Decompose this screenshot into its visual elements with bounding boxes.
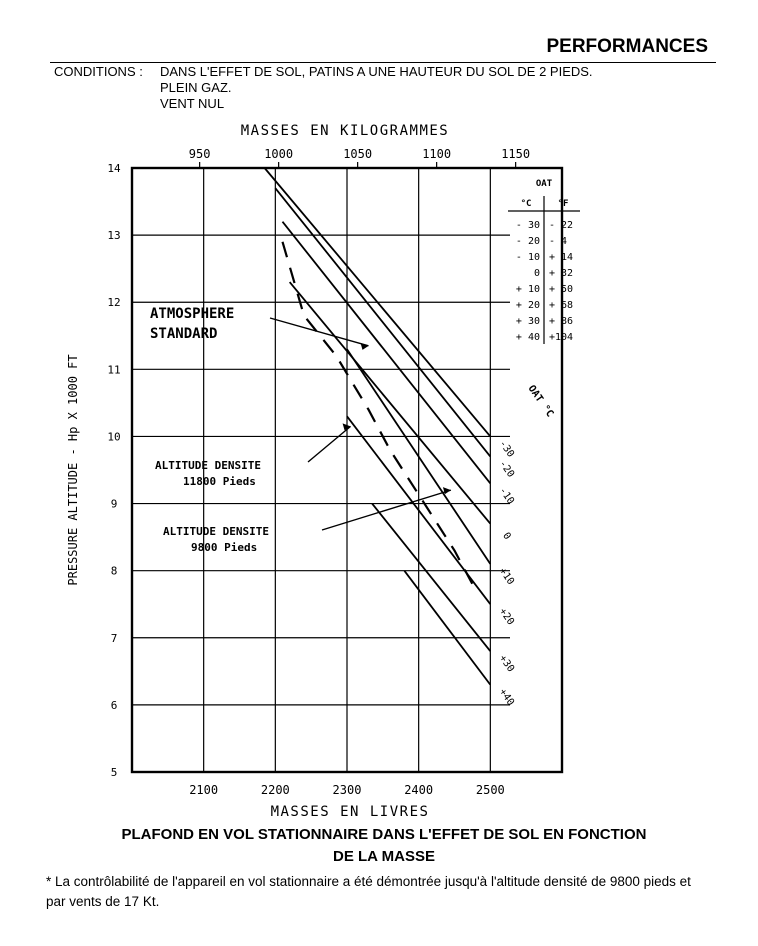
oat-cell-c: + 10 [515, 284, 540, 295]
condition-line: VENT NUL [160, 96, 225, 111]
x-tick-label: 2400 [404, 783, 434, 797]
oat-line-label: +30 [496, 653, 517, 675]
oat-line-label: +20 [496, 606, 517, 628]
top-tick-label: 1100 [422, 147, 452, 161]
oat-col-f-header: °F [557, 199, 569, 209]
oat-cell-c: 0 [533, 268, 540, 279]
footnote: * La contrôlabilité de l'appareil en vol stationnaire a été démontrée jusqu'à l'altitude densité de 9800 pieds et par vents de 17 Kt. [46, 874, 691, 909]
oat-cell-f: + 14 [549, 252, 574, 263]
annotation-label: STANDARD [150, 326, 218, 342]
oat-line-label: -10 [496, 485, 517, 507]
x-tick-label: 2100 [189, 783, 219, 797]
oat-cell-c: - 20 [515, 236, 540, 247]
top-tick-label: 950 [188, 147, 211, 161]
caption-line: DE LA MASSE [333, 848, 435, 865]
oat-cell-c: - 10 [515, 252, 540, 263]
top-tick-label: 1150 [501, 147, 531, 161]
y-tick-label: 10 [107, 430, 121, 444]
y-tick-label: 7 [110, 631, 118, 645]
annotation-label: ATMOSPHERE [150, 306, 235, 322]
oat-line-label: +10 [496, 565, 517, 588]
annotation-label: 9800 Pieds [191, 541, 258, 554]
annotation-label: ALTITUDE DENSITE [155, 459, 261, 472]
oat-col-c-header: °C [520, 199, 532, 209]
x-axis-title: MASSES EN LIVRES [270, 804, 430, 820]
condition-line: PLEIN GAZ. [160, 80, 232, 95]
top-axis-title: MASSES EN KILOGRAMMES [240, 123, 450, 139]
oat-cell-c: + 40 [515, 332, 540, 343]
conditions-label: CONDITIONS : [54, 64, 143, 79]
y-axis-title: PRESSURE ALTITUDE - Hp X 1000 FT [66, 354, 80, 586]
annotation-leader [322, 490, 451, 530]
oat-cell-c: + 20 [515, 300, 540, 311]
hover-ceiling-chart [0, 110, 758, 824]
annotation-arrowhead [443, 487, 451, 494]
top-tick-label: 1000 [264, 147, 294, 161]
y-tick-label: 5 [110, 766, 118, 779]
annotation-leader [270, 318, 369, 346]
top-tick-label: 1050 [343, 147, 373, 161]
y-tick-label: 14 [107, 162, 121, 175]
oat-cell-f: +104 [549, 332, 574, 343]
chart-caption [0, 824, 758, 868]
oat-cell-f: + 50 [549, 284, 574, 295]
page-title: PERFORMANCES [546, 36, 708, 57]
oat-line-label: +40 [496, 686, 517, 708]
x-tick-label: 2200 [260, 783, 290, 797]
annotation-arrowhead [361, 343, 369, 350]
oat-cell-f: + 68 [549, 300, 574, 311]
annotation-leader [308, 426, 351, 462]
caption-line: PLAFOND EN VOL STATIONNAIRE DANS L'EFFET DE SOL EN FONCTION [121, 826, 647, 843]
x-tick-label: 2300 [332, 783, 362, 797]
y-tick-label: 11 [107, 363, 121, 377]
oat-table-title: OAT [535, 179, 553, 189]
oat-cell-f: + 86 [549, 316, 574, 327]
oat-cell-c: + 30 [515, 316, 540, 327]
condition-line: DANS L'EFFET DE SOL, PATINS A UNE HAUTEUR DU SOL DE 2 PIEDS. [160, 64, 593, 79]
y-tick-label: 6 [110, 698, 118, 712]
x-tick-label: 2500 [475, 783, 505, 797]
y-tick-label: 9 [110, 497, 118, 511]
header-rule [50, 62, 716, 63]
oat-cell-f: - 22 [549, 220, 574, 231]
oat-line-label: 0 [500, 530, 513, 542]
oat-line-label: -20 [496, 458, 517, 480]
oat-line-label: -30 [496, 438, 517, 460]
oat-cell-c: - 30 [515, 220, 540, 231]
oat-line [275, 188, 490, 456]
annotation-label: ALTITUDE DENSITE [163, 525, 269, 538]
oat-axis-label: OAT °C [525, 383, 556, 420]
y-tick-label: 12 [107, 296, 121, 310]
y-tick-label: 13 [107, 229, 121, 243]
oat-cell-f: + 32 [549, 268, 574, 279]
annotation-label: 11800 Pieds [183, 475, 256, 488]
oat-cell-f: - 4 [549, 236, 568, 247]
y-tick-label: 8 [110, 564, 118, 578]
standard-atmosphere-curve [283, 242, 477, 591]
